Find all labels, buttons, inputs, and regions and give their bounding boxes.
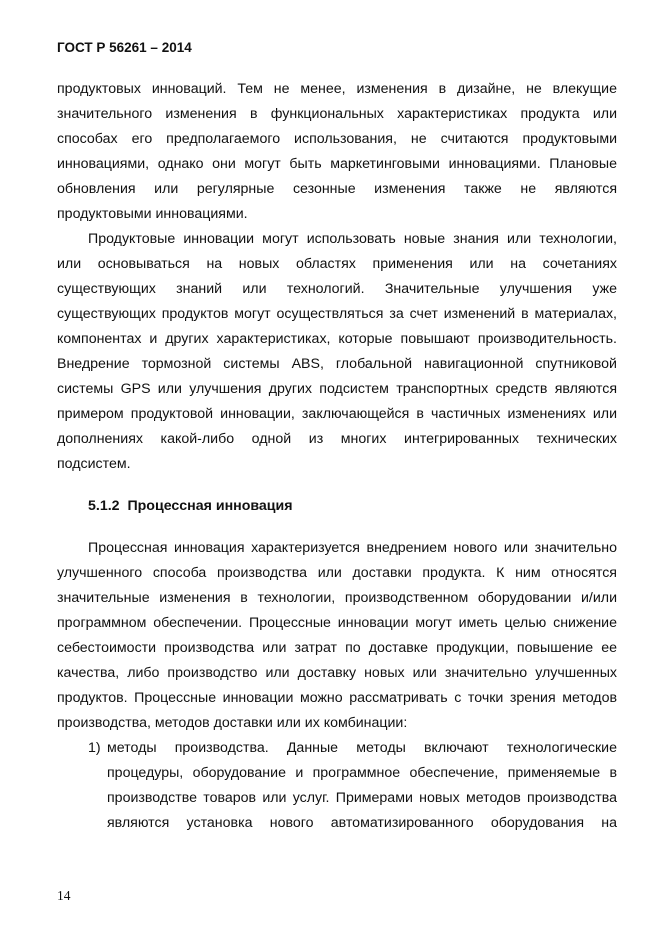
text-line: системы GPS или улучшения других подсистем транспортных средств являются: [57, 381, 617, 397]
paragraph-product-innovations-continued: [57, 77, 617, 227]
numbered-list: [88, 736, 617, 836]
text-line: продуктовыми инновациями.: [57, 206, 248, 222]
list-item: [107, 736, 617, 836]
list-marker: 1): [88, 740, 101, 756]
paragraph-process-innovation: [57, 536, 617, 736]
text-line: продуктов. Процессные инновации можно рассматривать с точки зрения методов: [57, 690, 617, 706]
text-line: инновациями, однако они могут быть маркетинговыми инновациями. Плановые: [57, 156, 617, 172]
text-line: дополнениях какой-либо одной из многих интегрированных технических: [57, 431, 617, 447]
text-line: являются установка нового автоматизированного оборудования на: [107, 815, 617, 831]
text-line: примером продуктовой инновации, заключающейся в частичных изменениях или: [57, 406, 617, 422]
text-line: качества, либо производство или доставку новых или значительно улучшенных: [57, 665, 617, 681]
text-line: программном обеспечении. Процессные инновации могут иметь целью снижение: [57, 615, 617, 631]
text-line: значительного изменения в функциональных характеристиках продукта или: [57, 106, 617, 122]
text-line: производства, методов доставки или их комбинации:: [57, 715, 408, 731]
text-line: подсистем.: [57, 456, 131, 472]
text-line: обновления или регулярные сезонные изменения также не являются: [57, 181, 617, 197]
text-line: существующих продуктов могут осуществляться за счет изменений в материалах,: [57, 306, 617, 322]
text-line: улучшенного способа производства или доставки продукта. К ним относятся: [57, 565, 617, 581]
section-heading: 5.1.2 Процессная инновация: [88, 498, 293, 514]
text-line: методы производства. Данные методы включают технологические: [107, 740, 617, 756]
text-line: Продуктовые инновации могут использовать новые знания или технологии,: [88, 231, 617, 247]
paragraph-product-technologies: [57, 227, 617, 477]
text-line: процедуры, оборудование и программное обеспечение, применяемые в: [107, 765, 617, 781]
document-header: ГОСТ Р 56261 – 2014: [57, 40, 192, 55]
text-line: существующих знаний или технологий. Значительные улучшения уже: [57, 281, 617, 297]
text-line: Внедрение тормозной системы ABS, глобальной навигационной спутниковой: [57, 356, 617, 372]
text-line: Процессная инновация характеризуется внедрением нового или значительно: [88, 540, 617, 556]
text-line: себестоимости производства или затрат по доставке продукции, повышение ее: [57, 640, 617, 656]
text-line: производстве товаров или услуг. Примерами новых методов производства: [107, 790, 617, 806]
text-line: компонентах и других характеристиках, которые повышают производительность.: [57, 331, 617, 347]
text-line: значительные изменения в технологии, производственном оборудовании и/или: [57, 590, 617, 606]
text-line: способах его предполагаемого использования, не считаются продуктовыми: [57, 131, 617, 147]
text-line: или основываться на новых областях применения или на сочетаниях: [57, 256, 617, 272]
page-number: 14: [57, 888, 71, 903]
text-line: продуктовых инноваций. Тем не менее, изменения в дизайне, не влекущие: [57, 81, 617, 97]
